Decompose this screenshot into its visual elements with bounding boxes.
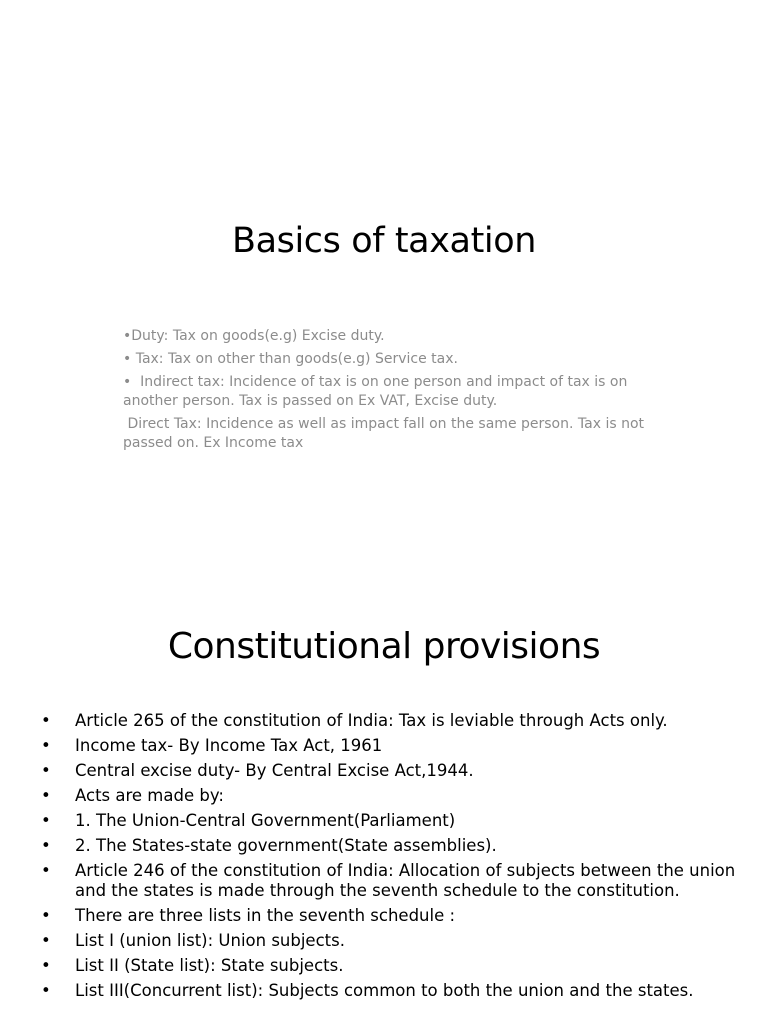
list-item-text: Article 265 of the constitution of India: Tax is leviable through Acts only. <box>75 711 668 730</box>
slide-1-subtitle <box>123 327 653 457</box>
list-item-text: List II (State list): State subjects. <box>75 956 344 975</box>
list-item <box>38 956 738 976</box>
bullet-marker: • <box>41 711 51 730</box>
bullet-marker: • <box>41 811 51 830</box>
list-item-text: There are three lists in the seventh schedule : <box>75 906 456 925</box>
list-item <box>38 711 738 731</box>
bullet-marker: • <box>41 786 51 805</box>
list-item <box>38 786 738 806</box>
bullet-marker: • <box>41 931 51 950</box>
list-item-text: List III(Concurrent list): Subjects common to both the union and the states. <box>75 981 694 1000</box>
subtitle-line: •Duty: Tax on goods(e.g) Excise duty. <box>123 328 385 344</box>
list-item <box>38 811 738 831</box>
bullet-marker: • <box>41 736 51 755</box>
slide-2-title: Constitutional provisions <box>167 626 601 667</box>
bullet-marker: • <box>41 861 51 880</box>
list-item <box>38 736 738 756</box>
list-item-text: 2. The States-state government(State assemblies). <box>75 836 497 855</box>
list-item <box>38 931 738 951</box>
bullet-marker: • <box>41 761 51 780</box>
list-item <box>38 861 738 901</box>
list-item <box>38 906 738 926</box>
list-item-text: Central excise duty- By Central Excise Act,1944. <box>75 761 474 780</box>
slide-1-title: Basics of taxation <box>231 221 537 261</box>
subtitle-line: Direct Tax: Incidence as well as impact fall on the same person. Tax is not passed on. Ex Income tax <box>123 416 649 451</box>
bullet-marker: • <box>41 836 51 855</box>
list-item <box>38 761 738 781</box>
list-item <box>38 981 738 1001</box>
slide-constitutional-provisions <box>0 580 768 1024</box>
list-item-text: 1. The Union-Central Government(Parliament) <box>75 811 456 830</box>
list-item-text: Income tax- By Income Tax Act, 1961 <box>75 736 383 755</box>
list-item <box>38 836 738 856</box>
list-item-text: Article 246 of the constitution of India: Allocation of subjects between the union and the states is made through the seventh schedule to the constitution. <box>75 861 736 900</box>
bullet-marker: • <box>41 956 51 975</box>
bullet-list <box>38 711 738 1006</box>
bullet-marker: • <box>41 906 51 925</box>
bullet-marker: • <box>41 981 51 1000</box>
list-item-text: Acts are made by: <box>75 786 224 805</box>
list-item-text: List I (union list): Union subjects. <box>75 931 345 950</box>
subtitle-line: • Indirect tax: Incidence of tax is on one person and impact of tax is on another person. Tax is passed on Ex VAT, Excise duty. <box>123 374 632 409</box>
subtitle-line: • Tax: Tax on other than goods(e.g) Service tax. <box>123 351 458 367</box>
